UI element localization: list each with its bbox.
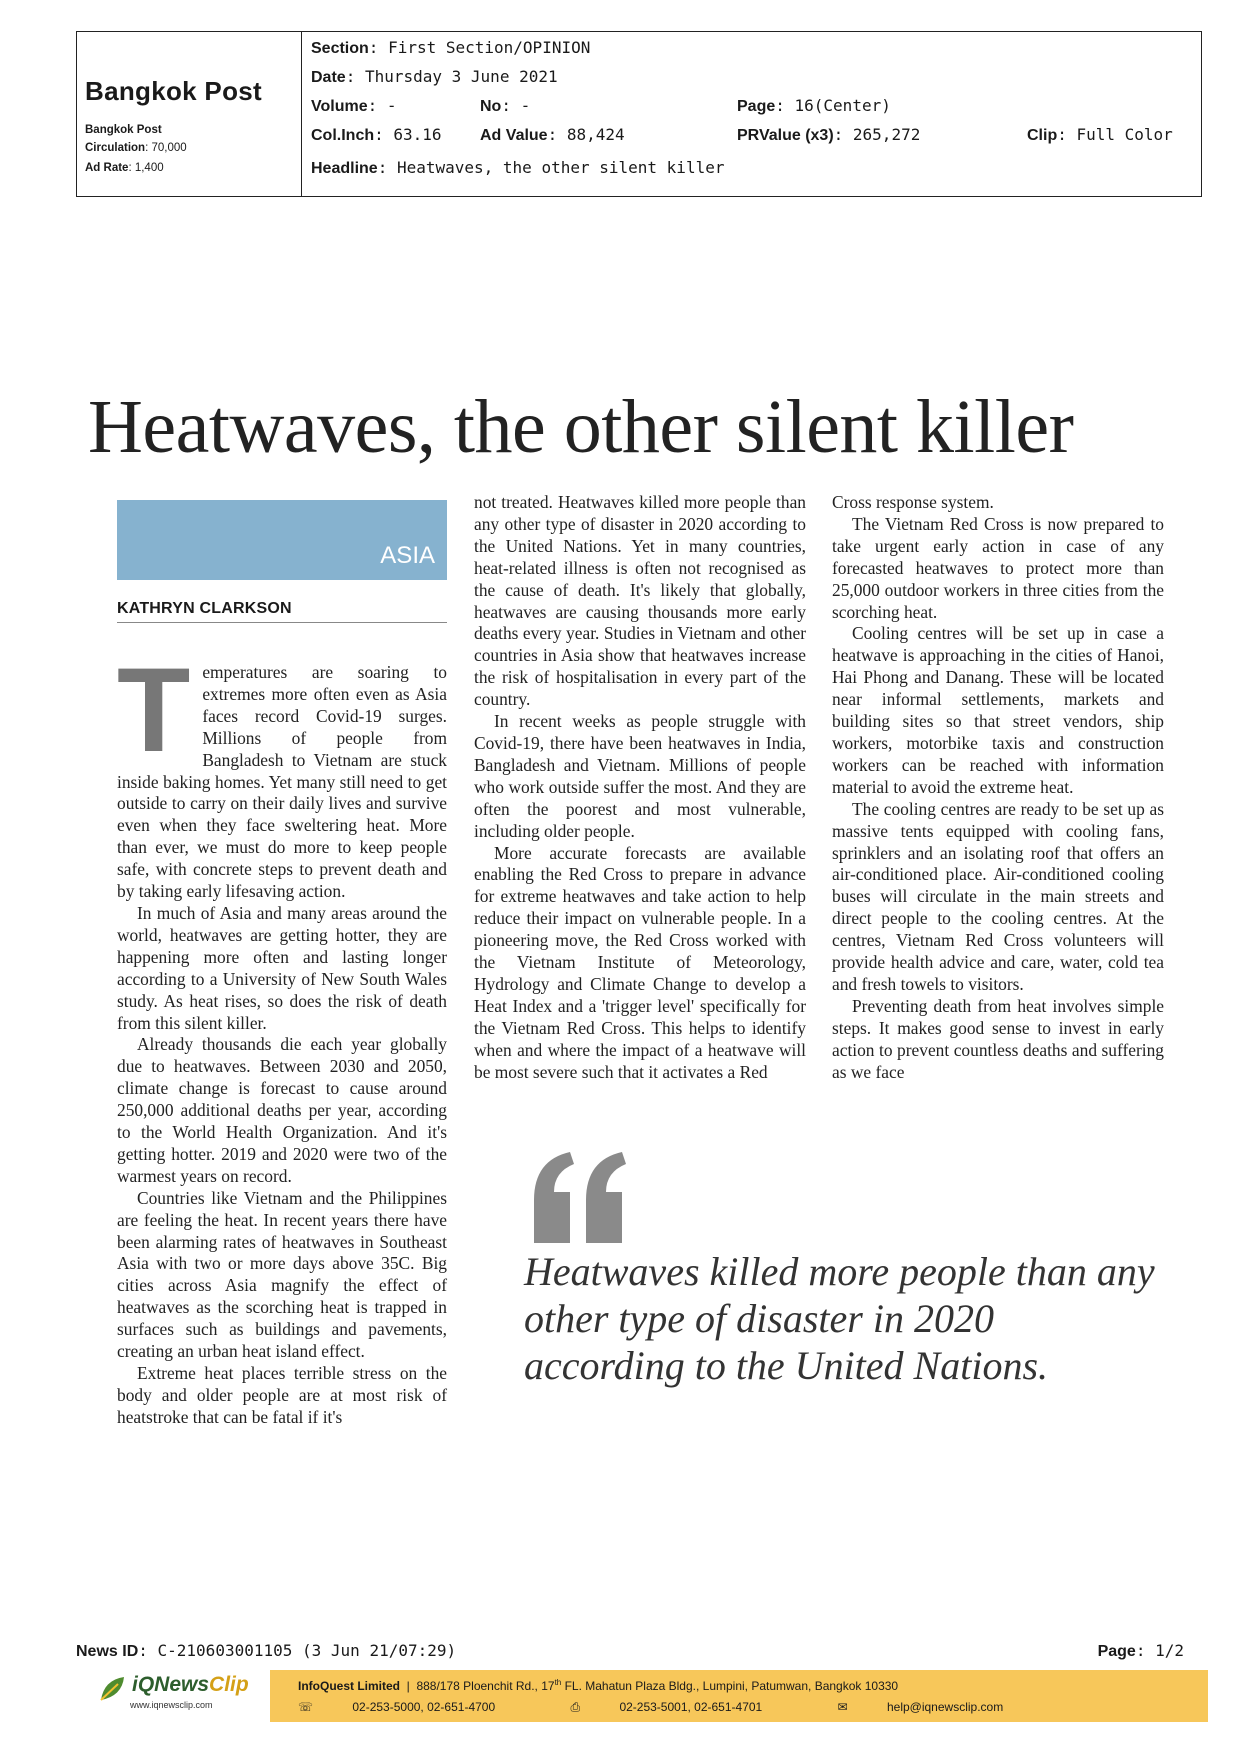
byline-divider — [117, 622, 447, 623]
contact-line — [298, 1700, 1075, 1715]
leaf-icon — [98, 1674, 128, 1704]
publication-name: Bangkok Post — [85, 76, 262, 106]
article-column-1 — [117, 643, 447, 1429]
email: ✉ help@iqnewsclip.com — [837, 1700, 1004, 1714]
circulation: Circulation: 70,000 — [85, 142, 187, 154]
paragraph: not treated. Heatwaves killed more people than any other type of disaster in 2020 according to the United Nations. Yet in many countries, heat-related illness is often not recognised as the cause of death. It's likely that globally, heatwaves are causing thousands more early deaths every year. Studies in Vietnam and other countries in Asia show that heatwaves increase the risk of hospitalisation in every part of the country. — [474, 492, 806, 710]
printer-icon: ⎙ — [570, 1700, 581, 1714]
clipping-meta-box — [76, 31, 1202, 197]
paragraph: Temperatures are soaring to extremes more often even as Asia faces record Covid-19 surges. Millions of people from Bangladesh to Vietnam are stuck inside baking homes. Yet many still need to get outside to carry on their daily lives and survive even when they face sweltering heat. More than ever, we must do more to keep people safe, with concrete steps to prevent death and by taking early lifesaving action. — [117, 643, 447, 902]
author-byline: KATHRYN CLARKSON — [117, 600, 292, 617]
page-field: Page: 16(Center) — [737, 96, 891, 115]
paragraph: Countries like Vietnam and the Philippines are feeling the heat. In recent years there have been alarming rates of heatwaves in Southeast Asia with two or more days above 35C. Big cities across Asia magnify the effect of heatwaves as the scorching heat is trapped in surfaces such as buildings and pavements, creating an urban heat island effect. — [117, 1187, 447, 1362]
news-id: News ID: C-210603001105 (3 Jun 21/07:29) — [76, 1641, 457, 1660]
column-label: ASIA — [380, 542, 435, 569]
iqnewsclip-logo — [98, 1670, 258, 1720]
section-field: Section: First Section/OPINION — [311, 38, 591, 57]
fax: ⎙ 02-253-5001, 02-651-4701 — [570, 1700, 763, 1714]
clip-field: Clip: Full Color — [1027, 125, 1173, 144]
publication-panel — [77, 32, 302, 196]
paragraph: More accurate forecasts are available enabling the Red Cross to prepare in advance for extreme heatwaves and take action to help reduce their impact on vulnerable people. In a pioneering move, the Red Cross worked with the Vietnam Institute of Meteorology, Hydrology and Climate Change to develop a Heat Index and a 'trigger level' specifically for the Vietnam Red Cross. This helps to identify when and where the impact of a heatwave will be most severe such that it activates a Red — [474, 842, 806, 1082]
prvalue-field: PRValue (x3): 265,272 — [737, 125, 921, 144]
drop-cap: T — [117, 643, 191, 777]
headline-field: Headline: Heatwaves, the other silent killer — [311, 158, 725, 177]
paragraph: Preventing death from heat involves simple steps. It makes good sense to invest in early action to prevent countless deaths and suffering as we face — [832, 995, 1164, 1082]
company-address: InfoQuest Limited | 888/178 Ploenchit Rd., 17th FL. Mahatun Plaza Bldg., Lumpini, Patumwan, Bangkok 10330 — [298, 1678, 899, 1693]
quote-mark-icon — [530, 1148, 630, 1248]
envelope-icon: ✉ — [837, 1700, 848, 1714]
article-headline: Heatwaves, the other silent killer — [88, 385, 1074, 469]
colinch-field: Col.Inch: 63.16 — [311, 125, 442, 144]
paragraph: Cooling centres will be set up in case a heatwave is approaching in the cities of Hanoi, Hai Phong and Danang. These will be located near informal settlements, markets and building sites so that street vendors, ship workers, motorbike taxis and construction workers can be reached with information material to avoid the extreme heat. — [832, 623, 1164, 797]
logo-text: iQNewsClip — [132, 1673, 249, 1696]
advalue-field: Ad Value: 88,424 — [480, 125, 625, 144]
article-column-2 — [474, 492, 806, 1083]
paragraph: In much of Asia and many areas around the world, heatwaves are getting hotter, they are happening more often and lasting longer according to a University of New South Wales study. As heat rises, so does the risk of death from this silent killer. — [117, 902, 447, 1033]
article-column-3 — [832, 492, 1164, 1083]
paragraph: Already thousands die each year globally due to heatwaves. Between 2030 and 2050, climate change is forecast to cause around 250,000 additional deaths per year, according to the World Health Organization. And it's getting hotter. 2019 and 2020 were two of the warmest years on record. — [117, 1034, 447, 1186]
paragraph: In recent weeks as people struggle with Covid-19, there have been heatwaves in India, Bangladesh and Vietnam. Millions of people who work outside suffer the most. And they are often the poorest and most vulnerable, including older people. — [474, 711, 806, 841]
paragraph: Extreme heat places terrible stress on the body and older people are at most risk of heatstroke that can be fatal if it's — [117, 1363, 447, 1427]
publication-small: Bangkok Post — [85, 124, 162, 136]
page-number: Page: 1/2 — [1097, 1641, 1184, 1660]
column-label-bar — [117, 500, 447, 580]
phone-icon: ☏ — [298, 1700, 314, 1714]
no-field: No: - — [480, 96, 531, 115]
pull-quote: Heatwaves killed more people than any other type of disaster in 2020 according to the United Nations. — [524, 1249, 1155, 1388]
paragraph: The Vietnam Red Cross is now prepared to take urgent early action in case of any forecasted heatwaves to protect more than 25,000 outdoor workers in three cities from the scorching heat. — [832, 513, 1164, 622]
contact-bar — [270, 1670, 1208, 1722]
phone: ☏ 02-253-5000, 02-651-4700 — [298, 1700, 496, 1714]
date-field: Date: Thursday 3 June 2021 — [311, 67, 558, 86]
ad-rate: Ad Rate: 1,400 — [85, 162, 164, 174]
logo-url: www.iqnewsclip.com — [130, 1700, 213, 1710]
paragraph: The cooling centres are ready to be set up as massive tents equipped with cooling fans, sprinklers and an isolating roof that offers an air-conditioned place. Air-conditioned cooling buses will circulate in the main streets and direct people to the cooling centres. At the centres, Vietnam Red Cross volunteers will provide health advice and care, water, cold tea and fresh towels to visitors. — [832, 798, 1164, 994]
paragraph: Cross response system. — [832, 492, 994, 512]
volume-field: Volume: - — [311, 96, 397, 115]
